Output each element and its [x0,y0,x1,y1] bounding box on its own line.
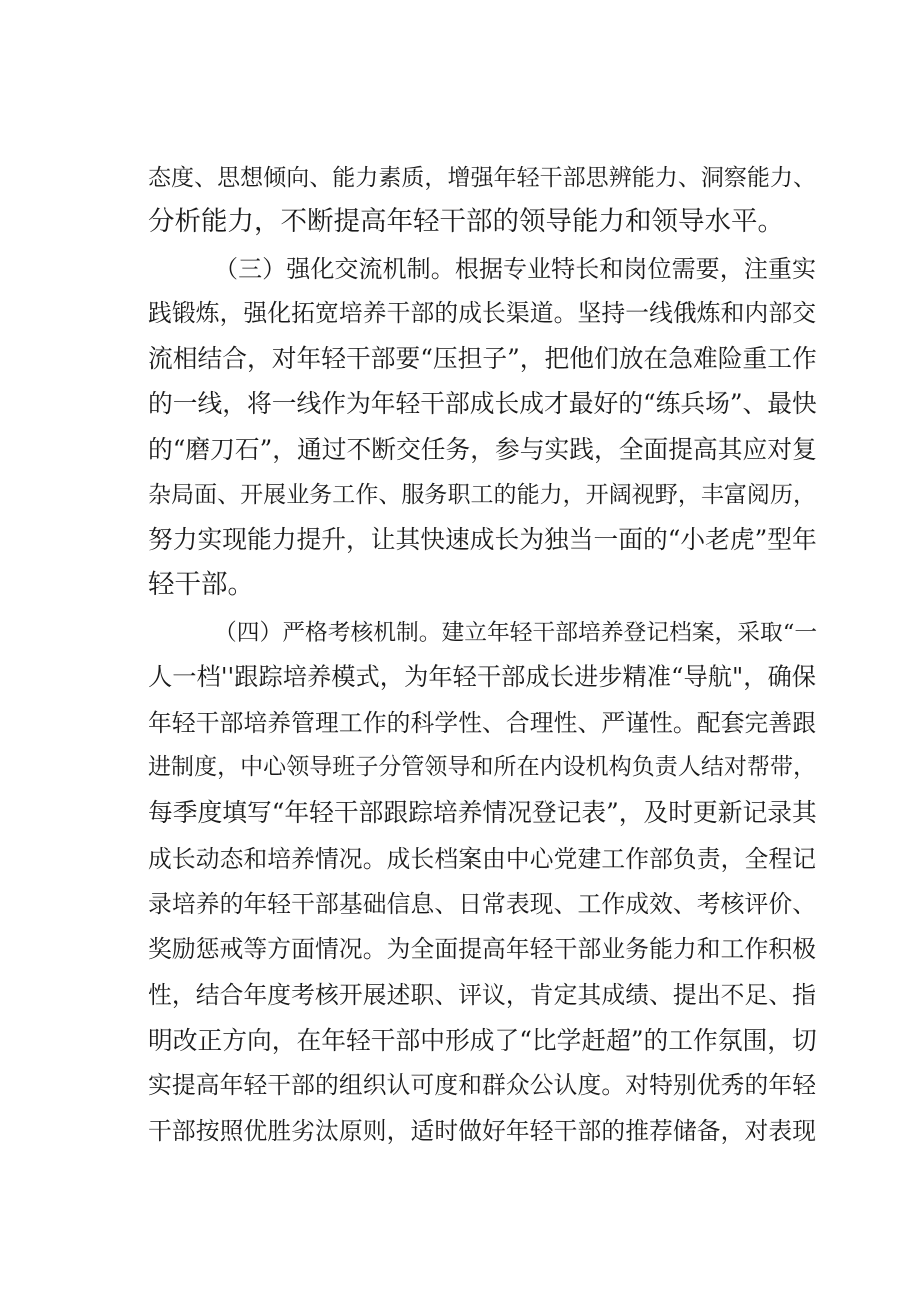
text-line: 明改正方向，在年轻干部中形成了“比学赶超”的工作氛围，切 [148,1026,817,1055]
text-line: 努力实现能力提升，让其快速成长为独当一面的“小老虎”型年 [148,525,817,554]
text-line: 的“磨刀石”，通过不断交任务，参与实践，全面提高其应对复 [148,435,817,464]
text-line: 奖励惩戒等方面情况。为全面提高年轻干部业务能力和工作积极 [148,935,816,963]
text-line: 杂局面、开展业务工作、服务职工的能力，开阔视野，丰富阅历， [148,482,816,508]
text-line: 干部按照优胜劣汰原则，适时做好年轻干部的推荐储备，对表现 [148,1117,816,1145]
text-line: 践锻炼，强化拓宽培养干部的成长渠道。坚持一线俄炼和内部交 [148,299,816,327]
text-line: 每季度填写“年轻干部跟踪培养情况登记表”，及时更新记录其 [148,798,817,827]
text-line: 分析能力，不断提高年轻干部的领导能力和领导水平。 [148,206,784,237]
text-line: 实提高年轻干部的组织认可度和群众公认度。对特别优秀的年轻 [148,1071,816,1099]
text-line: 成长动态和培养情况。成长档案由中心党建工作部负责，全程记 [148,845,816,873]
text-line: （四）严格考核机制。建立年轻干部培养登记档案，采取“一 [214,620,818,646]
text-line: 进制度，中心领导班子分管领导和所在内设机构负责人结对帮带， [148,754,816,780]
text-line: 的一线，将一线作为年轻干部成长成才最好的“练兵场”、最快 [148,389,817,418]
text-line: 轻干部。 [148,569,254,600]
text-line: 态度、思想倾向、能力素质，增强年轻干部思辨能力、洞察能力、 [148,165,816,191]
text-line: 年轻干部培养管理工作的科学性、合理性、严谨性。配套完善跟 [148,709,816,737]
text-line: 录培养的年轻干部基础信息、日常表现、工作成效、考核评价、 [148,890,816,918]
text-line: 人一档''跟踪培养模式，为年轻干部成长进步精准“导航"，确保 [148,662,816,691]
text-line: 流相结合，对年轻干部要“压担子”，把他们放在急难险重工作 [148,344,817,373]
text-line: （三）强化交流机制。根据专业特长和岗位需要，注重实 [214,255,816,283]
text-line: 性，结合年度考核开展述职、评议，肯定其成绩、提出不足、指 [148,981,816,1009]
